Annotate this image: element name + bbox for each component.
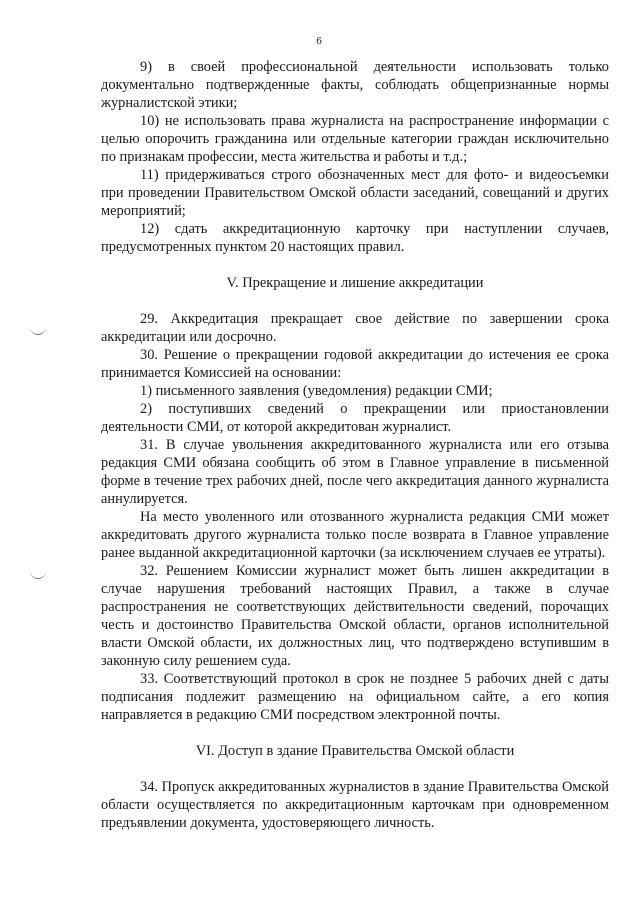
clause-30-item-2: 2) поступивших сведений о прекращении или приостановлении деятельности СМИ, от которой аккредитован журналист.	[101, 401, 609, 435]
clause-29: 29. Аккредитация прекращает свое действие по завершении срока аккредитации или досрочно.	[101, 311, 609, 345]
clause-30: 30. Решение о прекращении годовой аккредитации до истечения ее срока принимается Комиссией на основании:	[101, 347, 609, 381]
clause-30-item-1: 1) письменного заявления (уведомления) редакции СМИ;	[140, 383, 493, 399]
clause-31-continuation: На место уволенного или отозванного журналиста редакция СМИ может аккредитовать другого журналиста только после возврата в Главное управление ранее выданной аккредитационной карточки (за исключением случаев ее утраты).	[101, 509, 609, 561]
binding-hole-mark	[30, 322, 46, 335]
clause-31: 31. В случае увольнения аккредитованного журналиста или его отзыва редакция СМИ обязана сообщить об этом в Главное управление в письменной форме в течение трех рабочих дней, после чего аккредитация данного журналиста аннулируется.	[101, 437, 609, 507]
binding-hole-mark	[30, 566, 46, 579]
clause-32: 32. Решением Комиссии журналист может быть лишен аккредитации в случае нарушения требований настоящих Правил, а также в случае распространения не соответствующих действительности сведений, порочащих честь и достоинство Правительства Омской области, органов исполнительной власти Омской области, их должностных лиц, что подтверждено вступившим в законную силу решением суда.	[101, 563, 609, 669]
clause-34: 34. Пропуск аккредитованных журналистов в здание Правительства Омской области осуществляется по аккредитационным карточкам при одновременном предъявлении документа, удостоверяющего личность.	[101, 779, 609, 831]
list-item-9: 9) в своей профессиональной деятельности использовать только документально подтвержденные факты, соблюдать общепризнанные нормы журналистской этики;	[101, 59, 609, 111]
list-item-12: 12) сдать аккредитационную карточку при наступлении случаев, предусмотренных пунктом 20 настоящих правил.	[101, 221, 609, 255]
section-heading-5: V. Прекращение и лишение аккредитации	[226, 275, 484, 291]
page-number: 6	[316, 35, 322, 47]
section-heading-6: VI. Доступ в здание Правительства Омской области	[195, 743, 515, 759]
list-item-11: 11) придерживаться строго обозначенных мест для фото- и видеосъемки при проведении Правительством Омской области заседаний, совещаний и других мероприятий;	[101, 167, 609, 219]
clause-33: 33. Соответствующий протокол в срок не позднее 5 рабочих дней с даты подписания подлежит размещению на официальном сайте, а его копия направляется в редакцию СМИ посредством электронной почты.	[101, 671, 609, 723]
document-body	[101, 58, 609, 832]
list-item-10: 10) не использовать права журналиста на распространение информации с целью опорочить гражданина или отдельные категории граждан исключительно по признакам профессии, места жительства и работы и т.д.;	[101, 113, 609, 165]
